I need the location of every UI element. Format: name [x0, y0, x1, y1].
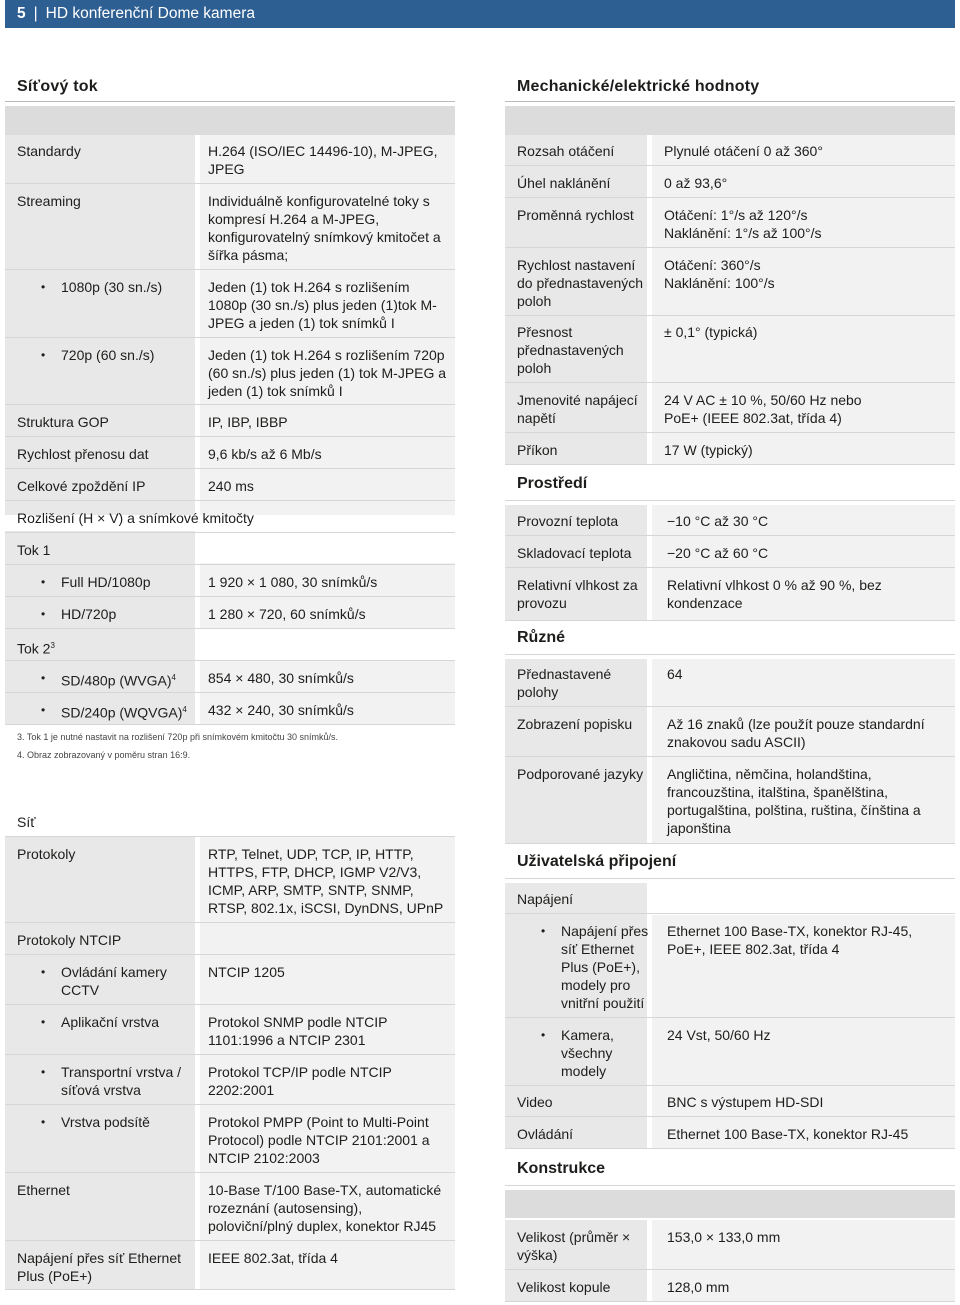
row-value: Ethernet 100 Base-TX, konektor RJ-45: [667, 1126, 909, 1142]
divider: [5, 269, 455, 270]
row-label: Protokoly: [17, 846, 76, 862]
divider: [5, 660, 455, 661]
divider: [505, 620, 955, 621]
row-label: • Napájení přes síť Ethernet Plus (PoE+), modely pro vnitřní použití: [561, 922, 649, 1012]
row-value: Jeden (1) tok H.264 s rozlišením 1080p (30 sn./s) plus jeden (1)tok M-JPEG a jeden (1) tok snímků I: [208, 279, 437, 331]
row-value: 9,6 kb/s až 6 Mb/s: [208, 446, 322, 462]
row-value: Protokol SNMP podle NTCIP 1101:1996 a NTCIP 2301: [208, 1014, 388, 1048]
footnote: 3. Tok 1 je nutné nastavit na rozlišení 720p při snímkovém kmitočtu 30 snímků/s.: [17, 732, 338, 742]
row-label: Přesnost přednastavených poloh: [517, 324, 624, 376]
divider: [505, 1116, 955, 1117]
divider: [5, 436, 455, 437]
row-value: Protokol PMPP (Point to Multi-Point Protocol) podle NTCIP 2101:2001 a NTCIP 2102:2003: [208, 1114, 430, 1166]
row-label: Velikost (průměr × výška): [517, 1229, 631, 1263]
row-value: 153,0 × 133,0 mm: [667, 1229, 781, 1245]
row-label: • Full HD/1080p: [61, 573, 196, 591]
construction-title: Konstrukce: [517, 1160, 606, 1177]
row-value: 64: [667, 666, 683, 682]
row-value: 24 Vst, 50/60 Hz: [667, 1027, 771, 1043]
row-value: 0 až 93,6°: [664, 175, 728, 191]
divider: [5, 101, 455, 102]
row-value: 1 280 × 720, 60 snímků/s: [208, 606, 366, 622]
divider: [505, 1085, 955, 1086]
row-value: Jeden (1) tok H.264 s rozlišením 720p (60 sn./s) plus jeden (1) tok M-JPEG a jeden (1) tok snímků I: [208, 347, 447, 399]
row-label: • SD/480p (WVGA)$^4$: [61, 669, 196, 690]
divider: [5, 1054, 455, 1055]
footnote: 4. Obraz zobrazovaný v poměru stran 16:9.: [17, 750, 191, 760]
row-value: Individuálně konfigurovatelné toky s kompresí H.264 a M-JPEG, konfigurovatelný snímkový kmitočet a šířka pásma;: [208, 193, 441, 263]
divider: [5, 596, 455, 597]
divider: [505, 165, 955, 166]
divider: [5, 404, 455, 405]
row-label: Ovládání: [517, 1126, 574, 1142]
row-value: Protokol TCP/IP podle NTCIP 2202:2001: [208, 1064, 392, 1098]
divider: [5, 564, 455, 565]
row-value: Otáčení: 1°/s až 120°/s Naklánění: 1°/s až 100°/s: [664, 207, 822, 241]
environment-title: Prostředí: [517, 475, 588, 492]
divider: [5, 1172, 455, 1173]
divider: [5, 183, 455, 184]
divider: [505, 500, 955, 501]
row-label: Podporované jazyky: [517, 766, 644, 782]
divider: [505, 247, 955, 248]
row-label: Napájení přes síť Ethernet Plus (PoE+): [17, 1250, 182, 1284]
divider: [505, 535, 955, 536]
row-label: • 1080p (30 sn./s): [61, 278, 191, 296]
row-label: Protokoly NTCIP: [17, 932, 122, 948]
divider: [505, 913, 955, 914]
row-label: Streaming: [17, 193, 81, 209]
row-label: Rychlost přenosu dat: [17, 446, 149, 462]
divider: [5, 1289, 455, 1290]
row-label: Standardy: [17, 143, 81, 159]
divider: [5, 337, 455, 338]
divider: [505, 843, 955, 844]
row-value: 854 × 480, 30 snímků/s: [208, 670, 354, 686]
divider: [505, 315, 955, 316]
divider: [5, 1104, 455, 1105]
divider: [5, 724, 455, 725]
row-value: Relativní vlhkost 0 % až 90 %, bez kondenzace: [667, 577, 882, 611]
row-value: Plynulé otáčení 0 až 360°: [664, 143, 823, 159]
row-label: Ethernet: [17, 1182, 70, 1198]
stream-1-label: Tok 1: [17, 542, 51, 558]
row-value: 240 ms: [208, 478, 254, 494]
row-value: 1 920 × 1 080, 30 snímků/s: [208, 574, 378, 590]
network-subtitle: Síť: [17, 814, 36, 830]
divider: [5, 532, 455, 533]
divider: [505, 654, 955, 655]
row-label: Skladovací teplota: [517, 545, 632, 561]
gray-bar: [505, 106, 955, 135]
divider: [5, 954, 455, 955]
row-value: RTP, Telnet, UDP, TCP, IP, HTTP, HTTPS, FTP, DHCP, IGMP V2/V3, ICMP, ARP, SMTP, SNTP, SNMP, RTSP, 802.1x, iSCSI, DynDNS, UPnP: [208, 846, 444, 916]
row-label: Rychlost nastavení do přednastavených poloh: [517, 257, 644, 309]
divider: [505, 706, 955, 707]
user-connections-title: Uživatelská připojení: [517, 853, 677, 870]
stream-2-label: Tok $2^3$: [17, 640, 55, 657]
divider: [505, 382, 955, 383]
page-header: [5, 0, 955, 28]
divider: [5, 692, 455, 693]
header-separator: |: [33, 5, 38, 22]
row-value: IP, IBP, IBBP: [208, 414, 288, 430]
resolution-subtitle: Rozlišení (H × V) a snímkové kmitočty: [17, 510, 254, 526]
row-value: IEEE 802.3at, třída 4: [208, 1250, 338, 1266]
divider: [505, 1301, 955, 1302]
row-label: Jmenovité napájecí napětí: [517, 392, 638, 426]
misc-title: Různé: [517, 629, 565, 646]
row-label: Relativní vlhkost za provozu: [517, 577, 638, 611]
row-value: 432 × 240, 30 snímků/s: [208, 702, 354, 718]
document-title: HD konferenční Dome kamera: [45, 5, 255, 22]
row-value: 10-Base T/100 Base-TX, automatické rozeznání (autosensing), poloviční/plný duplex, konektor RJ45: [208, 1182, 442, 1234]
section-network-stream-title: Síťový tok: [17, 78, 98, 95]
row-label: Celkové zpoždění IP: [17, 478, 146, 494]
row-label: • HD/720p: [61, 605, 196, 623]
page-number: 5: [17, 5, 26, 22]
row-value: 17 W (typický): [664, 442, 753, 458]
divider: [505, 1148, 955, 1149]
row-value: 24 V AC ± 10 %, 50/60 Hz nebo PoE+ (IEEE 802.3at, třída 4): [664, 392, 862, 426]
divider: [5, 468, 455, 469]
row-value: −20 °C až 60 °C: [667, 545, 769, 561]
divider: [5, 500, 455, 501]
divider: [5, 922, 455, 923]
row-label: Struktura GOP: [17, 414, 109, 430]
row-value: ± 0,1° (typická): [664, 324, 758, 340]
row-value: Otáčení: 360°/s Naklánění: 100°/s: [664, 257, 775, 291]
row-label: Velikost kopule: [517, 1279, 611, 1295]
divider: [505, 1269, 955, 1270]
row-value: H.264 (ISO/IEC 14496-10), M-JPEG, JPEG: [208, 143, 438, 177]
divider: [5, 628, 455, 629]
divider: [505, 432, 955, 433]
divider: [5, 1004, 455, 1005]
footnote-ref: 3: [50, 641, 55, 650]
row-label: • SD/240p (WQVGA)$^4$: [61, 701, 196, 722]
section-mech-elec-title: Mechanické/elektrické hodnoty: [517, 78, 760, 95]
divider: [505, 464, 955, 465]
power-subtitle: Napájení: [517, 891, 574, 907]
row-label: Úhel naklánění: [517, 175, 611, 191]
divider: [5, 1240, 455, 1241]
row-value: 128,0 mm: [667, 1279, 730, 1295]
row-label: • Kamera, všechny modely: [561, 1026, 649, 1080]
divider: [505, 756, 955, 757]
row-value: Angličtina, němčina, holandština, francouzština, italština, španělština, portugalština, polština, ruština, čínština a japonština: [667, 766, 921, 836]
row-label: Proměnná rychlost: [517, 207, 634, 223]
row-label: • Aplikační vrstva: [61, 1013, 191, 1031]
row-value: Ethernet 100 Base-TX, konektor RJ-45, PoE+, IEEE 802.3at, třída 4: [667, 923, 913, 957]
divider: [505, 878, 955, 879]
row-label: Zobrazení popisku: [517, 716, 633, 732]
divider: [505, 101, 955, 102]
row-value: −10 °C až 30 °C: [667, 513, 769, 529]
row-label: • Ovládání kamery CCTV: [61, 963, 181, 999]
row-label: • 720p (60 sn./s): [61, 346, 191, 364]
row-label: Rozsah otáčení: [517, 143, 615, 159]
divider: [505, 1017, 955, 1018]
row-label: Provozní teplota: [517, 513, 619, 529]
row-label: Přednastavené polohy: [517, 666, 612, 700]
row-label: • Vrstva podsítě: [61, 1113, 191, 1131]
divider: [505, 197, 955, 198]
row-value: BNC s výstupem HD-SDI: [667, 1094, 824, 1110]
divider: [505, 567, 955, 568]
row-value: NTCIP 1205: [208, 964, 285, 980]
gray-bar: [5, 106, 455, 135]
gray-bar: [505, 1190, 955, 1218]
row-label: Video: [517, 1094, 553, 1110]
row-label: Příkon: [517, 442, 558, 458]
divider: [505, 1185, 955, 1186]
row-value: Až 16 znaků (lze použít pouze standardní znakovou sadu ASCII): [667, 716, 925, 750]
row-label: • Transportní vrstva / síťová vrstva: [61, 1063, 191, 1099]
